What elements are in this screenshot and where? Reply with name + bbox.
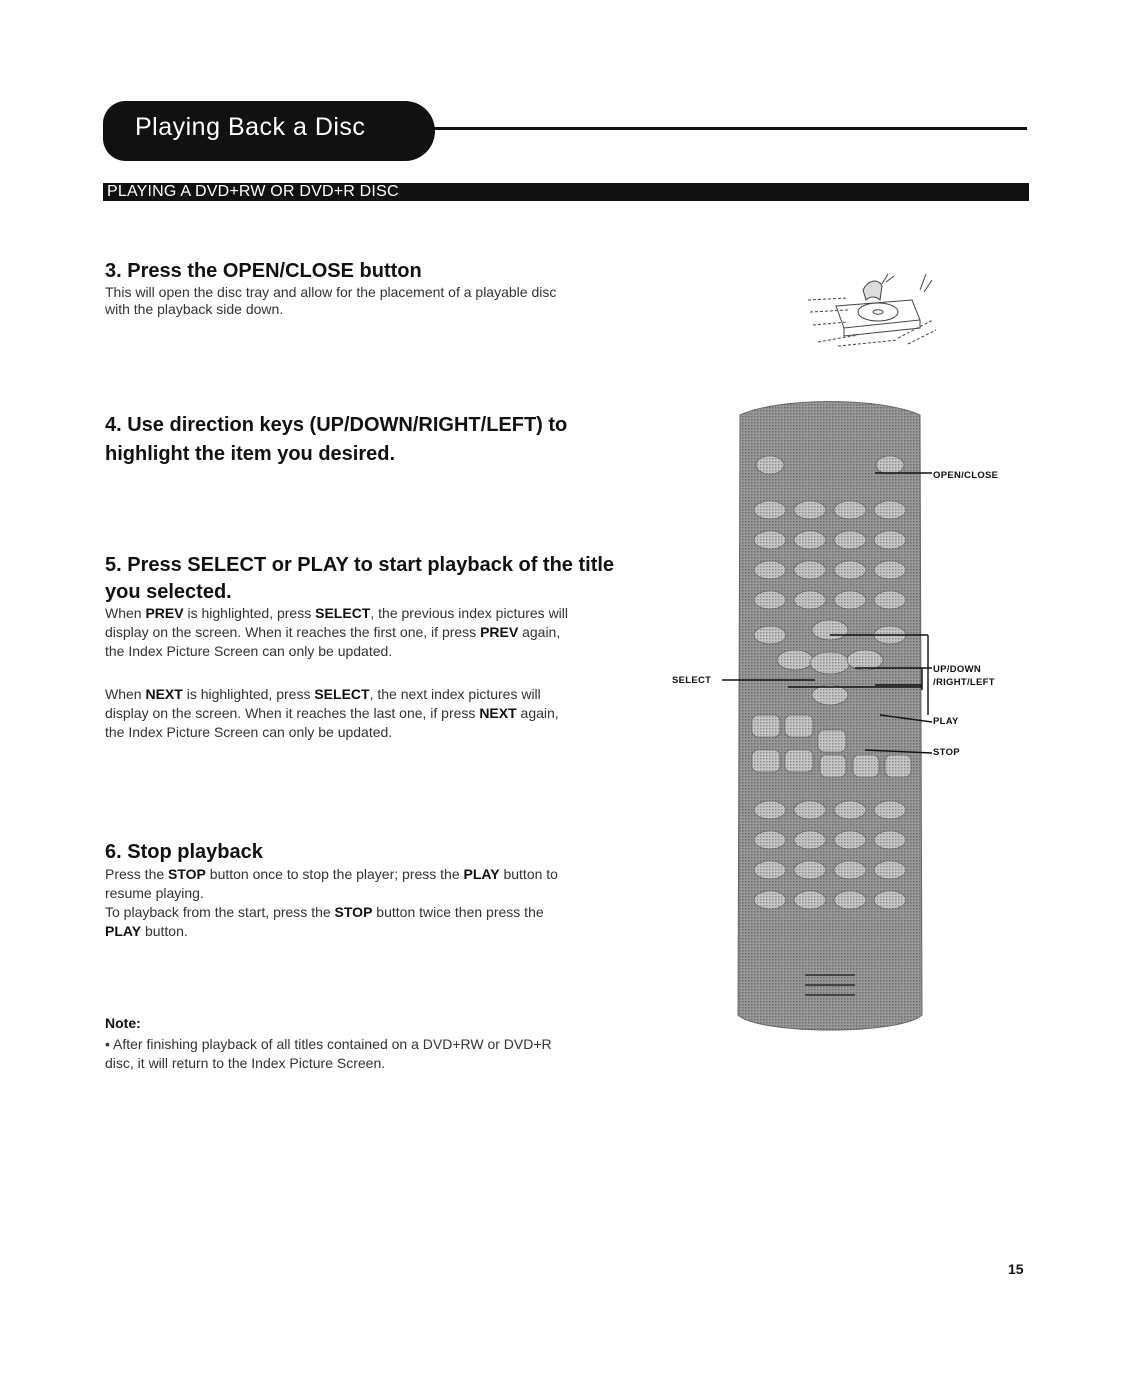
note-line1: • After finishing playback of all titles contained on a DVD+RW or DVD+R bbox=[105, 1036, 552, 1052]
step5-title-line2: you selected. bbox=[105, 581, 232, 603]
step3-line1: This will open the disc tray and allow for the placement of a playable disc bbox=[105, 284, 557, 300]
label-play: PLAY bbox=[933, 716, 959, 727]
page-number: 15 bbox=[1008, 1261, 1024, 1277]
step6-line1: Press the STOP button once to stop the player; press the PLAY button to bbox=[105, 866, 558, 882]
section-title: PLAYING A DVD+RW OR DVD+R DISC bbox=[107, 183, 399, 200]
label-select: SELECT bbox=[672, 675, 712, 686]
step6-line4: PLAY button. bbox=[105, 923, 188, 939]
remote-control-icon bbox=[670, 395, 1050, 1045]
label-updown: UP/DOWN bbox=[933, 664, 982, 675]
step5-title-line1: 5. Press SELECT or PLAY to start playback of the title bbox=[105, 554, 615, 576]
step3-line2: with the playback side down. bbox=[105, 301, 284, 317]
step5-p2-line1: When NEXT is highlighted, press SELECT, the next index pictures will bbox=[105, 686, 541, 702]
step5-p1-line1: When PREV is highlighted, press SELECT, the previous index pictures will bbox=[105, 605, 569, 621]
note-line2: disc, it will return to the Index Picture Screen. bbox=[105, 1055, 386, 1071]
step5-p2-line2: display on the screen. When it reaches the last one, if press NEXT again, bbox=[105, 705, 559, 721]
step6-line2: resume playing. bbox=[105, 885, 204, 901]
step5-p1-line3: the Index Picture Screen can only be updated. bbox=[105, 643, 393, 659]
page-title: Playing Back a Disc bbox=[135, 113, 366, 141]
label-rightleft: /RIGHT/LEFT bbox=[933, 677, 995, 688]
step6-line3: To playback from the start, press the STOP button twice then press the bbox=[105, 904, 544, 920]
label-open-close: OPEN/CLOSE bbox=[933, 470, 999, 481]
step5-p1-line2: display on the screen. When it reaches the first one, if press PREV again, bbox=[105, 624, 561, 640]
step5-p2-line3: the Index Picture Screen can only be updated. bbox=[105, 724, 393, 740]
disc-tray-icon bbox=[808, 270, 938, 355]
step4-title-line1: 4. Use direction keys (UP/DOWN/RIGHT/LEFT) to bbox=[105, 414, 568, 436]
label-stop: STOP bbox=[933, 747, 960, 758]
step6-title: 6. Stop playback bbox=[105, 841, 263, 863]
step4-title-line2: highlight the item you desired. bbox=[105, 443, 396, 465]
step3-title: 3. Press the OPEN/CLOSE button bbox=[105, 260, 422, 282]
note-label: Note: bbox=[105, 1015, 141, 1031]
header-rule bbox=[430, 127, 1027, 130]
